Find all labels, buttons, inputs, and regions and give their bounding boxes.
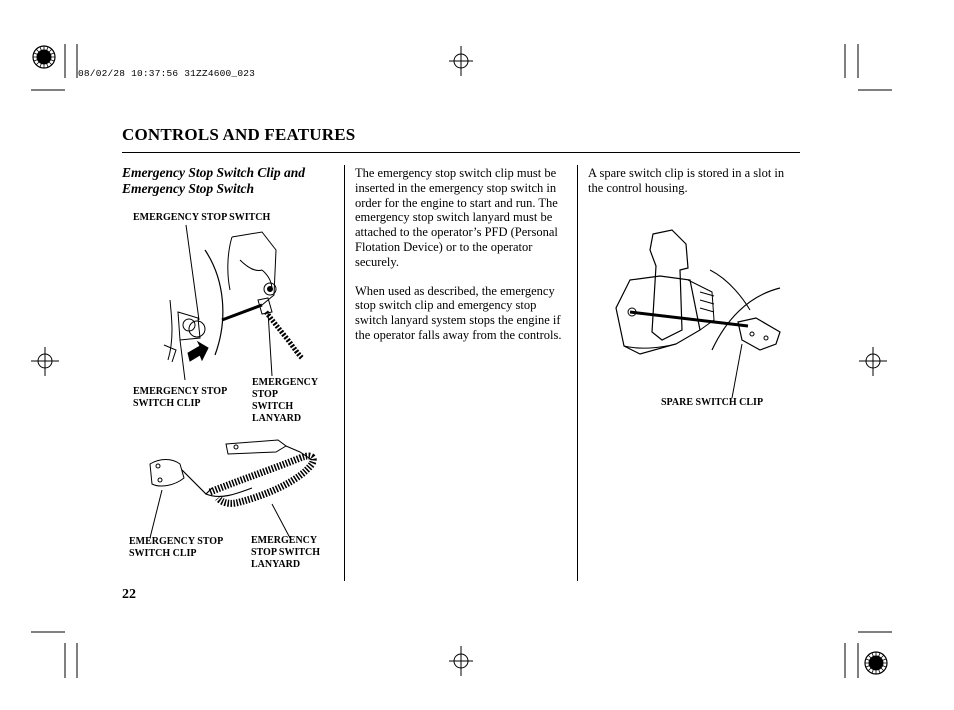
label-line: SWITCH CLIP [133, 398, 201, 409]
label-line: SWITCH [252, 401, 294, 412]
page-number: 22 [122, 587, 136, 602]
label-line: LANYARD [251, 559, 301, 570]
registration-mark-left [31, 347, 59, 376]
body-paragraph: When used as described, the emergency stop switch clip and emergency stop switch lanyard system stops the engine if the operator falls away from the controls. [355, 283, 562, 342]
starburst-mark-bottom-right [865, 652, 887, 674]
right-column-text [588, 166, 800, 210]
label-fig1-lanyard [252, 377, 318, 425]
subheading-line: Emergency Stop Switch Clip and [122, 165, 306, 180]
label-fig1-switch-clip [133, 386, 227, 410]
label-fig2-lanyard [251, 535, 320, 571]
label-line: EMERGENCY [251, 535, 318, 546]
subheading [122, 165, 342, 197]
figure-stop-switch-installed [164, 225, 302, 380]
label-fig2-switch-clip [129, 536, 223, 560]
title-rule [122, 152, 800, 153]
figure-spare-switch-clip [616, 230, 780, 398]
figure-clip-and-lanyard [150, 440, 313, 538]
label-line: STOP SWITCH [251, 547, 321, 558]
label-line: LANYARD [252, 413, 302, 424]
label-line: EMERGENCY [252, 377, 319, 388]
middle-column-text [355, 166, 569, 357]
column-divider-right [577, 165, 578, 581]
starburst-mark-top-left [33, 46, 55, 68]
label-line: EMERGENCY STOP [133, 386, 228, 397]
body-paragraph: The emergency stop switch clip must be inserted in the emergency stop switch in order for the engine to start and run. The emergency stop switch lanyard must be attached to the operator’s PFD (Personal Flotation Device) or to the operator securely. [355, 166, 558, 269]
print-timestamp: 08/02/28 10:37:56 31ZZ4600_023 [78, 68, 256, 79]
registration-mark-top [449, 46, 473, 76]
label-spare-switch-clip: SPARE SWITCH CLIP [661, 397, 764, 408]
label-emergency-stop-switch: EMERGENCY STOP SWITCH [133, 212, 271, 223]
column-divider-left [344, 165, 345, 581]
registration-mark-right [859, 347, 887, 376]
label-line: EMERGENCY STOP [129, 536, 224, 547]
body-paragraph: A spare switch clip is stored in a slot in the control housing. [588, 166, 785, 195]
registration-mark-bottom [449, 646, 473, 676]
subheading-line: Emergency Stop Switch [122, 181, 255, 196]
label-line: STOP [252, 389, 278, 400]
label-line: SWITCH CLIP [129, 548, 197, 559]
section-title: CONTROLS AND FEATURES [122, 125, 356, 144]
